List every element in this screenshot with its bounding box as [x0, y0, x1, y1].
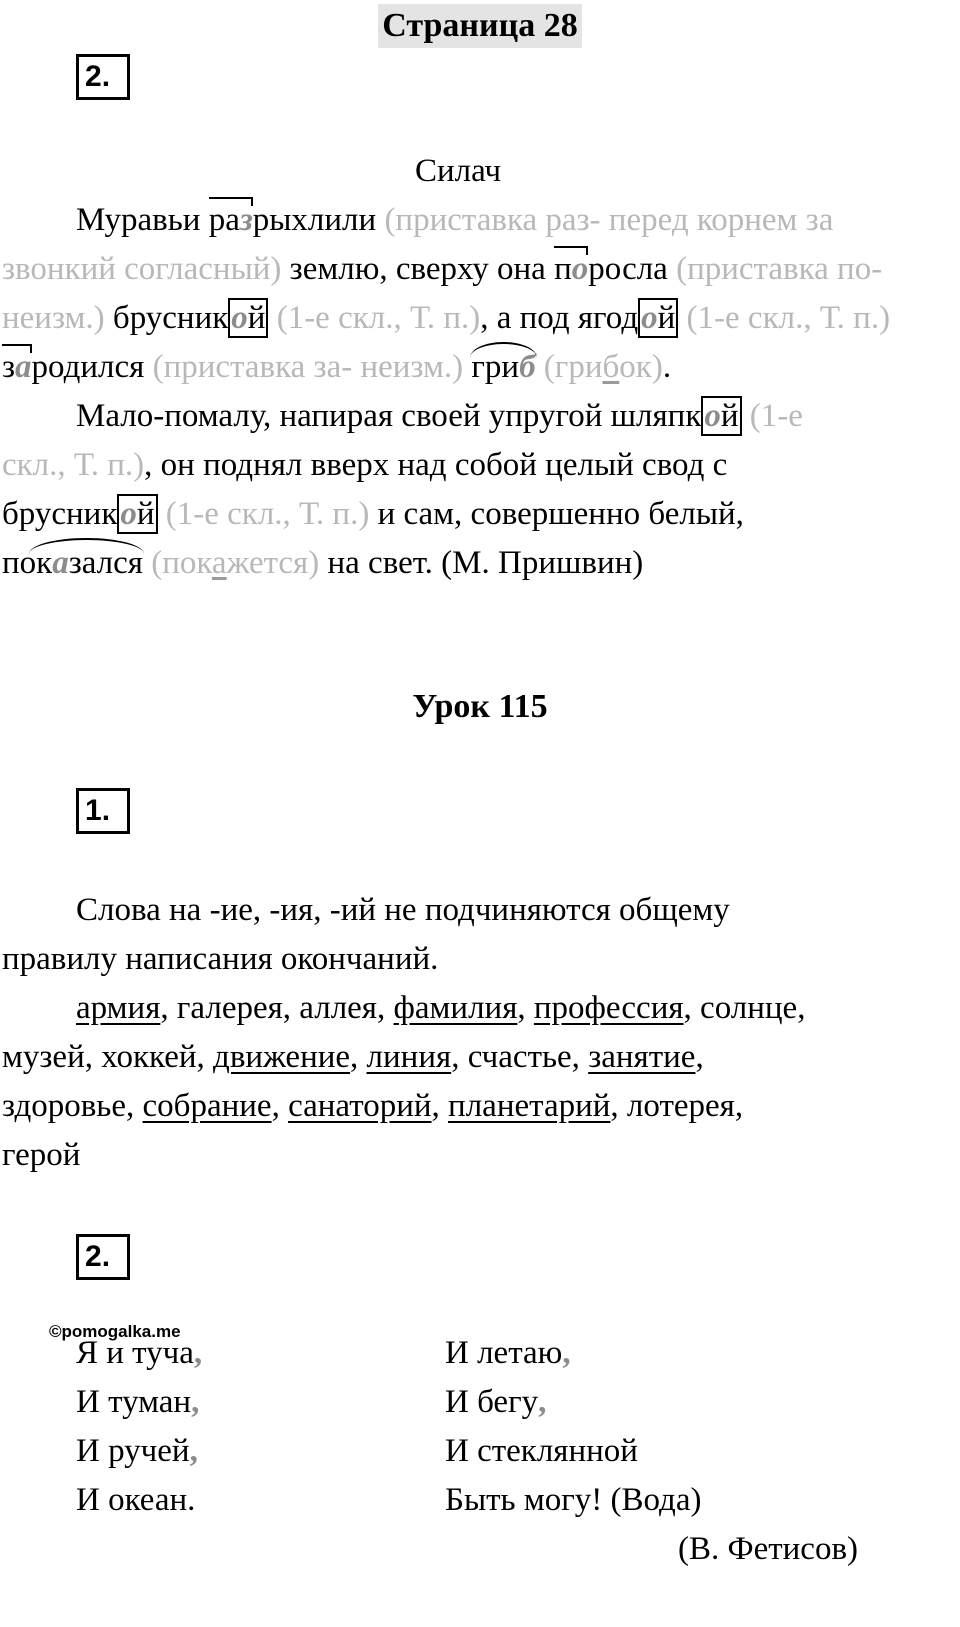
task-number-dot: . [101, 60, 111, 93]
inserted-letter: б [519, 349, 536, 385]
story-line-2 [2, 244, 882, 294]
inserted-punct: , [189, 1433, 198, 1469]
comment: (пок [142, 545, 212, 581]
word-rest: зался [68, 545, 143, 581]
underlined-word: линия [366, 1039, 452, 1075]
task-number-dot: . [101, 794, 111, 827]
text: Быть могу! (Вода) [445, 1482, 702, 1518]
inserted-letter: о [120, 496, 137, 532]
rule-line-2 [2, 934, 438, 984]
rule-line-1 [76, 885, 730, 935]
ending-box [701, 396, 741, 436]
poem-left-line-1 [76, 1328, 202, 1378]
words-line-2 [2, 1032, 704, 1082]
root-kaz [30, 538, 143, 588]
text: , [517, 990, 534, 1026]
comment: ок) [619, 349, 663, 385]
comment: (гри [535, 349, 603, 385]
task-number-box [76, 1234, 130, 1280]
inserted-punct: , [191, 1384, 200, 1420]
underlined-word: собрание [142, 1088, 272, 1124]
word-rest: родился [31, 349, 145, 385]
underlined-word: армия [76, 990, 161, 1026]
inserted-letter: а [15, 349, 32, 385]
poem-right-line-2 [445, 1377, 546, 1427]
underlined-word: занятие [588, 1039, 696, 1075]
inserted-letter: о [571, 251, 589, 287]
story-line-5 [76, 391, 803, 441]
inserted-letter: о [231, 300, 248, 336]
ending-box [638, 298, 678, 338]
text: , [695, 1039, 704, 1075]
text: , [271, 1088, 289, 1124]
text: И бегу [445, 1384, 539, 1420]
comment: (приставка раз- перед корнем за [376, 202, 834, 238]
ending-rest: й [720, 398, 739, 434]
text: пок [2, 545, 53, 581]
text: , а под ягод [480, 300, 639, 336]
comment: скл., Т. п.) [2, 447, 145, 483]
page-title [0, 4, 960, 48]
underlined-word: фамилия [393, 990, 518, 1026]
words-line-4 [2, 1130, 80, 1180]
text: брусник [104, 300, 229, 336]
comment: (1-е [741, 398, 803, 434]
inserted-letter: о [641, 300, 658, 336]
word-rest: рыхлили [252, 202, 377, 238]
poem-left-line-4 [76, 1475, 195, 1525]
story-title [415, 146, 501, 196]
comment: звонкий согласный) [2, 251, 282, 287]
prefix-part: з [2, 349, 16, 385]
text: герой [2, 1137, 81, 1173]
comment-check-letter: а [211, 545, 227, 581]
task-number: 1 [85, 794, 102, 827]
poem-right-line-3 [445, 1426, 638, 1476]
comment: жется) [226, 545, 320, 581]
ending-rest: й [136, 496, 155, 532]
text: и сам, совершенно белый, [369, 496, 744, 532]
root-grib [471, 342, 535, 392]
comment: (1-е скл., Т. п.) [268, 300, 481, 336]
task-number-dot: . [101, 1240, 111, 1273]
task-number-box [76, 788, 130, 834]
text: Я и туча [76, 1335, 194, 1371]
text: , он поднял вверх над собой целый свод с [144, 447, 728, 483]
inserted-punct: , [562, 1335, 571, 1371]
text: землю, сверху она [281, 251, 555, 287]
prefix-part: ра [208, 202, 240, 238]
lesson-title [0, 682, 960, 732]
story-title-text: Силач [415, 153, 502, 189]
text: И ручей [76, 1433, 190, 1469]
underlined-word: движение [213, 1039, 351, 1075]
text: . [662, 349, 672, 385]
word-rest: росла [588, 251, 668, 287]
story-line-1 [76, 195, 833, 245]
comment: (1-е скл., Т. п.) [157, 496, 370, 532]
text: Слова на -ие, -ия, -ий не подчиняются общему [76, 892, 730, 928]
poem-left-line-3 [76, 1426, 198, 1476]
inserted-letter: а [52, 545, 69, 581]
prefix-raz [209, 195, 253, 245]
poem-author [678, 1524, 858, 1574]
prefix-za [2, 342, 32, 392]
text: Мало-помалу, напирая своей упругой шляпк [76, 398, 702, 434]
story-line-7 [2, 489, 744, 539]
comment: неизм.) [2, 300, 105, 336]
text: И стеклянной [445, 1433, 638, 1469]
words-line-3 [2, 1081, 743, 1131]
underlined-word: планетарий [448, 1088, 611, 1124]
ending-box [117, 494, 157, 534]
ending-rest: й [657, 300, 676, 336]
comment: (приставка за- неизм.) [144, 349, 464, 385]
task-number: 2 [85, 1240, 102, 1273]
prefix-part: п [554, 251, 572, 287]
underlined-word: профессия [533, 990, 684, 1026]
text: правилу написания окончаний. [2, 941, 439, 977]
inserted-punct: , [538, 1384, 547, 1420]
text: И летаю [445, 1335, 563, 1371]
text: брусник [2, 496, 118, 532]
text: , лотерея, [610, 1088, 744, 1124]
comment: (1-е скл., Т. п.) [678, 300, 891, 336]
prefix-po [554, 244, 588, 294]
text: на свет. (М. Пришвин) [319, 545, 644, 581]
inserted-letter: з [239, 202, 253, 238]
text: И океан. [76, 1482, 196, 1518]
poem-right-line-4 [445, 1475, 701, 1525]
root-part: гри [471, 349, 520, 385]
underlined-word: санаторий [288, 1088, 432, 1124]
text: И туман [76, 1384, 192, 1420]
comment-check-letter: б [602, 349, 620, 385]
text: , счастье, [451, 1039, 589, 1075]
ending-box [228, 298, 268, 338]
story-line-4 [2, 342, 671, 392]
author-text: (В. Фетисов) [678, 1531, 859, 1567]
story-line-8 [2, 538, 643, 588]
words-line-1 [76, 983, 805, 1033]
copyright-text: ©pomogalka.me [49, 1322, 181, 1341]
poem-right-line-1 [445, 1328, 571, 1378]
task-number-box [76, 54, 130, 100]
inserted-punct: , [193, 1335, 203, 1371]
text: , [431, 1088, 449, 1124]
lesson-title-text: Урок 115 [412, 688, 548, 725]
text: , [350, 1039, 367, 1075]
story-line-3 [2, 293, 890, 343]
text: Муравьи [76, 202, 209, 238]
story-line-6 [2, 440, 727, 490]
text: здоровье, [2, 1088, 143, 1124]
text: , солнце, [683, 990, 806, 1026]
poem-left-line-2 [76, 1377, 199, 1427]
page-title-text: Страница 28 [378, 4, 581, 48]
inserted-letter: о [704, 398, 721, 434]
comment: (приставка по- [667, 251, 883, 287]
text: музей, хоккей, [2, 1039, 214, 1075]
task-number: 2 [85, 60, 102, 93]
ending-rest: й [247, 300, 266, 336]
text: , галерея, аллея, [160, 990, 394, 1026]
